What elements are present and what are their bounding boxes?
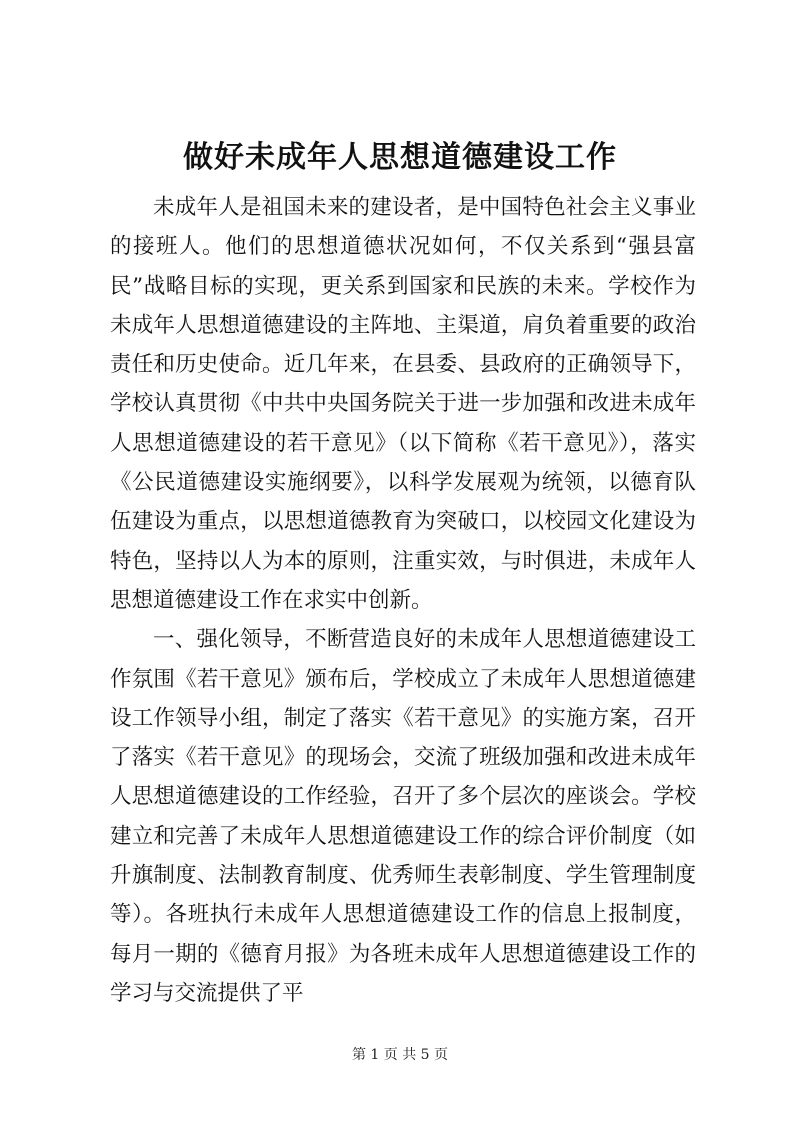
page-number-footer: 第 1 页 共 5 页 (351, 1047, 449, 1063)
document-body (110, 188, 696, 1013)
document-title: 做好未成年人思想道德建设工作 (183, 140, 617, 175)
paragraph-intro: 未成年人是祖国未来的建设者，是中国特色社会主义事业的接班人。他们的思想道德状况如何，不仅关系到“强县富民”战略目标的实现，更关系到国家和民族的未来。学校作为未成年人思想道德建设的主阵地、主渠道，肩负着重要的政治责任和历史使命。近几年来，在县委、县政府的正确领导下，学校认真贯彻《中共中央国务院关于进一步加强和改进未成年人思想道德建设的若干意见》（以下简称《若干意见》），落实《公民道德建设实施纲要》，以科学发展观为统领，以德育队伍建设为重点，以思想道德教育为突破口，以校园文化建设为特色，坚持以人为本的原则，注重实效，与时俱进，未成年人思想道德建设工作在求实中创新。 (110, 195, 696, 613)
paragraph-section-1: 一、强化领导，不断营造良好的未成年人思想道德建设工作氛围《若干意见》颁布后，学校成立了未成年人思想道德建设工作领导小组，制定了落实《若干意见》的实施方案，召开了落实《若干意见》的现场会，交流了班级加强和改进未成年人思想道德建设的工作经验，召开了多个层次的座谈会。学校建立和完善了未成年人思想道德建设工作的综合评价制度（如升旗制度、法制教育制度、优秀师生表彰制度、学生管理制度等）。各班执行未成年人思想道德建设工作的信息上报制度，每月一期的《德育月报》为各班未成年人思想道德建设工作的学习与交流提供了平 (110, 627, 696, 1006)
